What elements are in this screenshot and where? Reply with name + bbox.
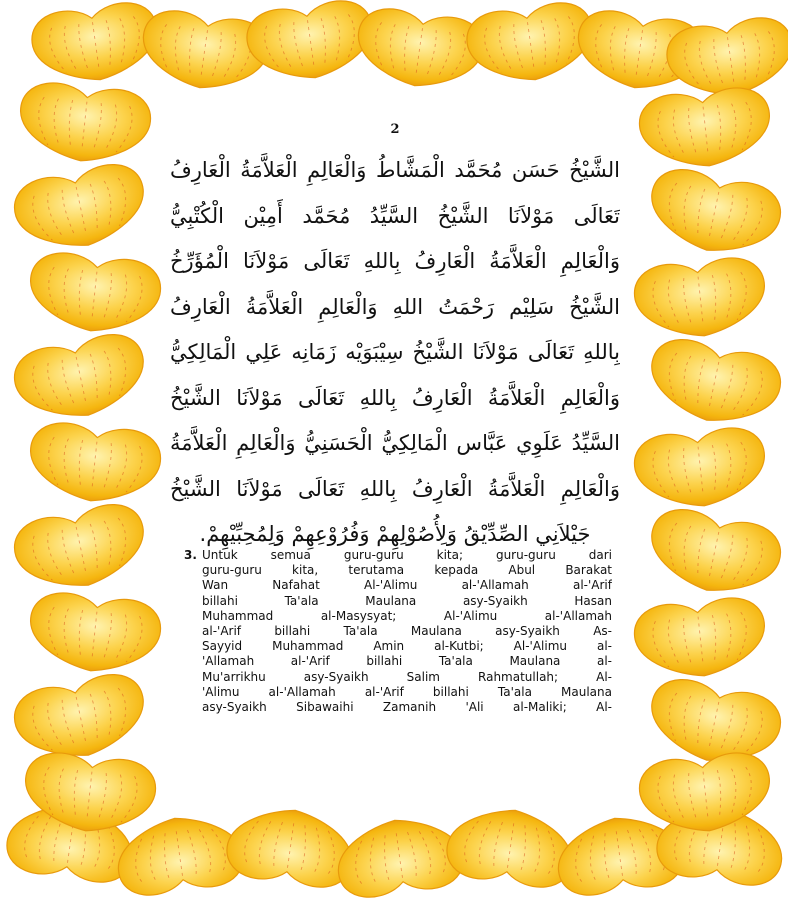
arabic-line: وَالْعَالِمِ الْعَلاَّمَةُ الْعَارِفُ بِاللهِ تَعَالَى مَوْلاَنَا الشَّيْخُ — [170, 385, 620, 410]
petal-shape — [643, 503, 786, 603]
petal-shape — [9, 328, 152, 428]
footnote-line: Mu'arrikhu asy-Syaikh Salim Rahmatullah; Al- — [202, 669, 612, 684]
petal-shape — [637, 85, 774, 173]
arabic-line: جَيْلاَنِي الصِّدِّيْقُ وَلِأُصُوْلِهِمْ وَفُرُوْعِهِمْ وَلِمُحِبِّيْهِمْ. — [199, 522, 591, 546]
arabic-line: الشَّيْخُ سَلِيْم رَحْمَتُ اللهِ وَالْعَالِمِ الْعَلاَّمَةُ الْعَارِفُ — [170, 294, 620, 319]
arabic-line: السَّيِّدُ عَلَوِي عَبَّاس الْمَالِكِيُّ الْحَسَنِيُّ وَالْعَالِمِ الْعَلاَّمَةُ — [170, 431, 620, 455]
arabic-text-block — [170, 148, 620, 558]
petal-shape — [443, 802, 577, 892]
footnote-line: 'Alimu al-'Allamah al-'Arif billahi Ta'ala Maulana — [202, 684, 612, 699]
petal-shape — [26, 420, 163, 508]
footnote-line: asy-Syaikh Sibawaihi Zamanih 'Ali al-Maliki; Al- — [202, 700, 612, 715]
petal-shape — [28, 0, 162, 88]
page-number: 2 — [390, 122, 400, 137]
petal-shape — [9, 668, 152, 768]
footnote-line: billahi Ta'ala Maulana asy-Syaikh Hasan — [202, 593, 612, 608]
footnote-line: guru-guru kita, terutama kepada Abul Barakat — [202, 563, 612, 578]
petal-shape — [16, 80, 153, 168]
footnote-line: Sayyid Muhammad Amin al-Kutbi; Al-'Alimu al- — [202, 639, 612, 654]
petal-shape — [112, 810, 246, 900]
petal-shape — [632, 425, 769, 513]
arabic-line: تَعَالَى مَوْلاَنَا الشَّيْخُ السَّيِّدُ مُحَمَّد أَمِيْن الْكُتْبِيُّ — [170, 203, 620, 228]
footnote-line: al-'Arif billahi Ta'ala Maulana asy-Syaikh As- — [202, 624, 612, 639]
petal-shape — [632, 255, 769, 343]
page-content — [170, 116, 620, 776]
arabic-line: وَالْعَالِمِ الْعَلاَّمَةُ الْعَارِفُ بِاللهِ تَعَالَى مَوْلاَنَا الْمُؤَرِّخُ — [170, 249, 620, 273]
footnote-line: Muhammad al-Masysyat; Al-'Alimu al-'Allamah — [202, 608, 612, 623]
petal-shape — [9, 158, 152, 258]
petal-shape — [463, 0, 597, 88]
arabic-line: وَالْعَالِمِ الْعَلاَّمَةُ الْعَارِفُ بِاللهِ تَعَالَى مَوْلاَنَا الشَّيْخُ — [170, 476, 620, 501]
footnote-number: 3. — [184, 548, 197, 562]
footnote-body — [202, 548, 612, 715]
arabic-line: بِاللهِ تَعَالَى مَوْلاَنَا الشَّيْخُ سِيْبَوَيْه زَمَانِه عَلِي الْمَالِكِيُّ — [170, 340, 620, 364]
petal-shape — [643, 163, 786, 263]
petal-shape — [632, 595, 769, 683]
petal-shape — [332, 812, 466, 900]
petal-shape — [9, 498, 152, 598]
footnote-line: 'Allamah al-'Arif billahi Ta'ala Maulana al- — [202, 654, 612, 669]
petal-shape — [26, 250, 163, 338]
footnote-line: Wan Nafahat Al-'Alimu al-'Allamah al-'Arif — [202, 578, 612, 593]
arabic-line: الشَّيْخُ حَسَن مُحَمَّد الْمَشَّاطُ وَالْعَالِمِ الْعَلاَّمَةُ الْعَارِفُ — [170, 158, 620, 182]
petal-shape — [243, 0, 377, 86]
petal-shape — [643, 333, 786, 433]
footnote-line: Untuk semua guru-guru kita; guru-guru dari — [202, 548, 612, 562]
petal-shape — [352, 5, 486, 95]
petal-shape — [223, 802, 357, 892]
petal-shape — [26, 590, 163, 678]
footnote — [170, 548, 620, 715]
